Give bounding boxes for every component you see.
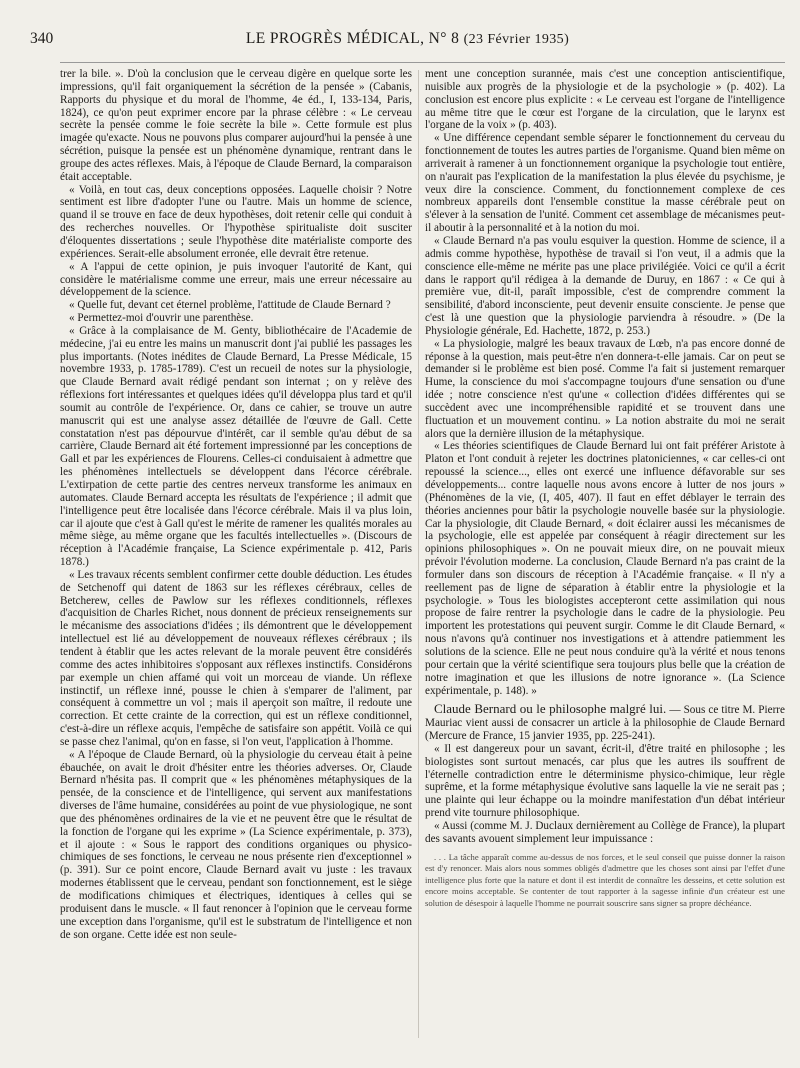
running-title xyxy=(30,30,785,48)
header-rule xyxy=(60,62,785,63)
paragraph: ment une conception surannée, mais c'est une conception antiscientifique, nuisible aux progrès de la physiologie et de la psychologie » (p. 402). La conclusion est encore plus explicite : « Le cerveau est l'organe de l'intelligence au même titre que le cœur est l'organe de la circulation, que le larynx est l'organe de la voix » (p. 403). xyxy=(425,68,785,132)
section-title: Claude Bernard ou le philosophe malgré lui. xyxy=(434,701,667,717)
paragraph: « A l'appui de cette opinion, je puis invoquer l'autorité de Kant, qui considère le matérialisme comme une erreur, mais une erreur nécessaire au développement de la science. xyxy=(60,260,412,299)
quoted-note: . . . La tâche apparaît comme au-dessus de nos forces, et le seul conseil que puisse donner la raison est d'y renoncer. Mais alors nous sommes obligés d'admettre que les choses sont ainsi par l'effet d'une intelligence plus forte que la nature et dont il est interdit de connaître les desseins, et cette solution est encore moins acceptable. Se contenter de tout rapporter à la sagesse infinie d'un créateur est une solution de désespoir à laquelle l'homme ne pourrait souscrire sans signer sa propre déchéance. xyxy=(425,851,785,908)
section-paragraph xyxy=(425,703,785,743)
paragraph: « Les travaux récents semblent confirmer cette double déduction. Les études de Setchenoff qui datent de 1863 sur les réflexes cérébraux, celles de Betcherew, celles de Pawlow sur les réflexes conditionnels, réflexes d'acquisition de Charles Richet, nous donnent de précieux renseignements sur le mécanisme des associations d'idées ; ils démontrent que le développement intellectuel est lié au développement de nouveaux réflexes cérébraux ; ils tendent à établir que les actes relevant de la morale peuvent être considérés comme des actes inhibitoires s'opposant aux réflexes instinctifs. Considérons par exemple un chien affamé qui voit un morceau de viande. Un réflexe instinctif, un réflexe inné, pousse le chien à s'emparer de l'aliment, par conséquent à commettre un vol ; mais il aperçoit son maître, il redoute une correction. Et cette crainte de la correction, qui est un réflexe conditionnel, c'est-à-dire un réflexe acquis, l'empêche de satisfaire son appétit. Voilà ce qui se passe chez l'animal, qu'on en fasse, si l'on veut, l'application à l'homme. xyxy=(60,568,412,748)
right-column xyxy=(425,68,785,910)
issue-date: (23 Février 1935) xyxy=(463,32,570,47)
paragraph: trer la bile. ». D'où la conclusion que le cerveau digère en quelque sorte les impressions, qu'il fait organiquement la sécrétion de la pensée » (Cabanis, Rapports du physique et du moral de l'homme, 4e éd., I, 133-134, Paris, 1824), ce qu'on peut exprimer encore par la phrase célèbre : « Le cerveau secrète la pensée comme le foie secrète la bile ». Cette formule est plus imagée qu'exacte. Nous ne pouvons plus comparer aujourd'hui la pensée à une sécrétion, puisque la pensée est un phénomène dynamique, rentrant dans le groupe des actes réflexes. Mais, à l'époque de Claude Bernard, la comparaison était acceptable. xyxy=(60,68,412,183)
paragraph: « Les théories scientifiques de Claude Bernard lui ont fait préférer Aristote à Platon et l'ont conduit à rejeter les doctrines platoniciennes, « car celles-ci ont repoussé la science..., elles ont exercé une influence défavorable sur ses développements... contre laquelle nous avons encore à lutter de nos jours » (Phénomènes de la vie, (I, 405, 407). Il faut en effet déblayer le terrain des théories anciennes pour bâtir la psychologie nouvelle basée sur la physiologie. Car la physiologie, dit Claude Bernard, « doit éclairer aussi les mécanismes de la psychologie, elle est appelée par conséquent à réagir directement sur les opinions philosophiques ». On ne pouvait mieux dire, on ne pouvait mieux prévoir l'évolution moderne. La conclusion, Claude Bernard n'a pas craint de la formuler dans son discours de réception à l'Académie française. « Il n'y a reellement pas de ligne de séparation à établir entre la physiologie et la psychologie. » Tous les biologistes accepteront cette assimilation qui nous propose de faire rentrer la psychologie dans le cadre de la physiologie. Peu importent les protestations qui peuvent surgir. Comme le dit Claude Bernard, « nous n'avons qu'à continuer nos investigations et à attendre patiemment les solutions de la science. Elle ne peut nous conduire qu'à la vérité et nous tenons pour certain que la vérité scientifique sera toujours plus belle que la création de notre imagination et que les illusions de notre ignorance ». (La Science expérimentale, p. 148). » xyxy=(425,440,785,697)
paragraph: « Quelle fut, devant cet éternel problème, l'attitude de Claude Bernard ? xyxy=(69,299,391,312)
paragraph: « A l'époque de Claude Bernard, où la physiologie du cerveau était à peine ébauchée, on avait le droit d'hésiter entre les théories adverses. Or, Claude Bernard n'hésita pas. Il comprit que « les phénomènes métaphysiques de la pensée, de la conscience et de l'intelligence, qui servent aux manifestations diverses de l'âme humaine, considérées au point de vue physiologique, ne sont que des phénomènes ordinaires de la vie et ne peuvent être que le résultat de la fonction de l'organe qui les exprime » (La Science expérimentale, p. 373), et il ajoute : « Sous le rapport des conditions organiques ou physico-chimiques de ses fonctions, le cerveau ne nous présente rien d'exceptionnel » (p. 391). Sur ce point encore, Claude Bernard avait vu juste : les travaux modernes établissent que le cerveau, pendant son fonctionnement, est le siège de modifications chimiques et électriques, identiques à celles qui se produisent dans le muscle. « Il faut renoncer à l'opinion que le cerveau forme une exception dans l'organisme, qu'il est le substratum de l'intelligence et non de son organe. Cette idée est non seule- xyxy=(60,748,412,941)
page-number: 340 xyxy=(30,30,54,47)
journal-title: LE PROGRÈS MÉDICAL, xyxy=(245,30,425,47)
paragraph: « Aussi (comme M. J. Duclaux dernièrement au Collège de France), la plupart des savants avouent simplement leur impuissance : xyxy=(425,819,785,845)
page-header xyxy=(30,28,785,50)
paragraph: « Il est dangereux pour un savant, écrit-il, d'être traité en philosophe ; les biologistes sont surtout menacés, car plus que les autres ils souffrent de l'éternelle contradiction entre le déterminisme physico-chimique, leur règle suprême, et la forme métaphysique évolutive sans laquelle la vie ne serait pas ; une plainte qui leur échappe ou la moindre manifestation d'un débat intérieur prend vite tournure philosophique. xyxy=(425,742,785,820)
paragraph: « Voilà, en tout cas, deux conceptions opposées. Laquelle choisir ? Notre sentiment est libre d'adopter l'une ou l'autre. Mais un homme de science, quand il se trouve en face de deux hypothèses, doit retenir celle qui conduit à des recherches nouvelles. Or l'hypothèse spiritualiste doit susciter d'éloquentes dissertations ; seule l'hypothèse dite matérialiste comporte des expériences. Serait-elle absolument erronée, elle devrait être retenue. xyxy=(60,183,412,260)
paragraph: « La physiologie, malgré les beaux travaux de Lœb, n'a pas encore donné de réponse à la question, mais peut-être n'en donnera-t-elle jamais. Car on peut se demander si le problème est bien posé. Comme l'a fait si justement remarquer Hume, la conscience du moi s'accompagne toujours d'une sensation ou d'une idée ; notre conscience n'est qu'une « collection d'idées différentes qui se succèdent avec une incompréhensible rapidité et se trouvent dans une fluctuation et un mouvement continu. » La notion abstraite du moi ne serait alors que la dernière illusion de la métaphysique. xyxy=(425,337,785,440)
paragraph: « Claude Bernard n'a pas voulu esquiver la question. Homme de science, il a admis comme hypothèse, hypothèse de travail si l'on veut, il a admis que la conscience elle-même ne mérite pas une place privilégiée. Voici ce qu'il a écrit dans le rapport qu'il rédigea à la demande de Duruy, en 1867 : « Ce qui à première vue, dit-il, paraît impossible, c'est de comprendre comment la sensibilité, d'abord inconsciente, peut devenir ensuite consciente. Je pense que c'est là une question que la physiologie parviendra à résoudre. » (De la Physiologie générale, Ed. Hachette, 1872, p. 253.) xyxy=(425,234,785,337)
column-divider xyxy=(418,70,419,1038)
issue-number: N° 8 xyxy=(428,30,460,47)
paragraph: « Grâce à la complaisance de M. Genty, bibliothécaire de l'Academie de médecine, j'ai eu entre les mains un manuscrit dont j'ai publié les passages les plus importants. (Notes inédites de Claude Bernard, La Presse Médicale, 15 novembre 1933, p. 1785-1789). C'est un recueil de notes sur la physiologie, que Claude Bernard avait rédigé pendant son internat ; on y relève des réflexions fort intéressantes et quelques idées qu'il développa plus tard et qu'il soumit au contrôle de l'expérience. Or, dans ce cahier, se trouve un autre manuscrit qui est une analyse assez détaillée de l'œuvre de Gall. Cette constatation n'est pas dépourvue d'intérêt, car il semble qu'au début de sa carrière, Claude Bernard ait été fortement impressionné par les conceptions de Gall et par les expériences de Flourens. Celles-ci conduisaient à admettre que les phénomènes intellectuels se développent dans l'écorce cérébrale. L'extirpation de cette partie des centres nerveux transforme les animaux en automates. Claude Bernard accepta les résultats de l'expérience ; il admit que l'intelligence peut être localisée dans l'écorce cérébrale. Mais il va plus loin, car il ajoute que c'est à Gall qu'est le mérite de ramener les qualités morales au même siège, au même organe que les facultés intellectuelles ». (Discours de réception à l'Académie française, La Science expérimentale p. 412, Paris 1878.) xyxy=(60,324,412,569)
paragraph: « Une différence cependant semble séparer le fonctionnement du cerveau du fonctionnement de toutes les autres parties de l'organisme. Quand bien même on arriverait à ramener à un fonctionnement organique la psychologie tout entière, on n'aurait pas l'explication de la manifestation la plus élevée du psychisme, je veux dire la conscience. Comment, du fonctionnement complexe de ces nombreux appareils dont l'ensemble constitue la masse cérébrale peut on s'élever à la sensation de l'unité. Comment cet assemblage de mécanismes peut-il aboutir à la personnalité et à la notion du moi. xyxy=(425,132,785,235)
paragraph: « Permettez-moi d'ouvrir une parenthèse. xyxy=(69,312,254,325)
section-intro: — Sous ce titre M. Pierre Mauriac vient aussi de consacrer un article à la philosophie de Claude Bernard (Mercure de France, 15 janvier 1935, pp. 225-241). xyxy=(425,704,785,743)
left-column xyxy=(60,68,412,941)
